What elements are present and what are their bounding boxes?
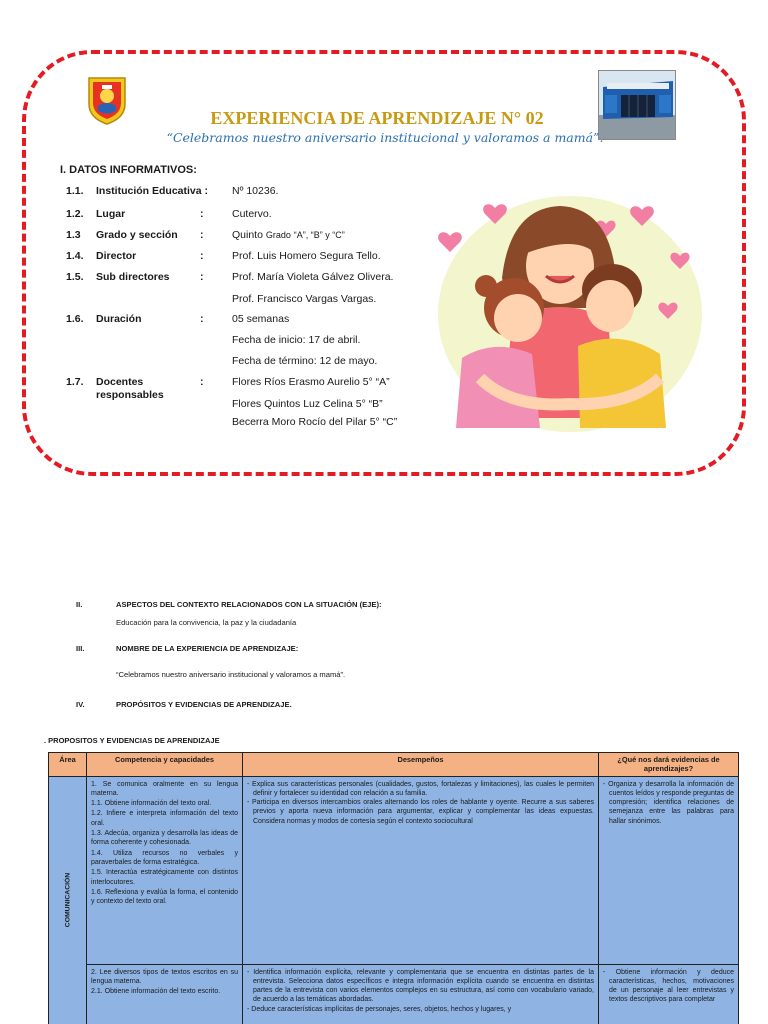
info-colon: : [200, 250, 204, 262]
info-num: 1.6. [66, 313, 84, 325]
capacidad-item: 1.3. Adecúa, organiza y desarrolla las ideas de forma coherente y cohesionada. [91, 830, 238, 847]
evidencia-item: - Obtiene información y deduce características, hechos, motivaciones de un personaje al leer entrevistas y textos descriptivos para completar [603, 968, 734, 1004]
mother-children-illustration [420, 178, 710, 440]
info-label: Lugar [96, 208, 126, 220]
section-iii-text: “Celebramos nuestro aniversario institucional y valoramos a mamá”. [116, 670, 346, 679]
desempenos-cell [243, 776, 599, 964]
table-row [49, 776, 739, 964]
header-evidencias: ¿Qué nos dará evidencias de aprendizajes? [599, 753, 739, 777]
capacidad-item: 1.5. Interactúa estratégicamente con distintos interlocutores. [91, 869, 238, 886]
capacidad-item: 1.1. Obtiene información del texto oral. [91, 800, 212, 808]
info-label: Grado y sección [96, 229, 178, 241]
info-label: Sub directores [96, 271, 170, 283]
section-iv-num: IV. [76, 700, 85, 709]
info-colon: : [200, 376, 204, 388]
header-desempenos: Desempeños [243, 753, 599, 777]
capacidad-item: 1.6. Reflexiona y evalúa la forma, el contenido y contexto del texto oral. [91, 888, 238, 906]
propositos-table [48, 752, 739, 1024]
info-value: Prof. Luis Homero Segura Tello. [232, 250, 381, 262]
desempeno-item: - Deduce características implícitas de personajes, seres, objetos, hechos y lugares, y [247, 1005, 512, 1013]
desempeno-item: - Explica sus características personales (cualidades, gustos, fortalezas y limitaciones), las cuales le permiten definir y fortalecer su identidad con relación a su familia. [247, 780, 594, 797]
capacidades-cell [87, 964, 243, 1024]
school-emblem-icon [86, 74, 128, 126]
info-value: 05 semanas [232, 313, 290, 325]
info-label: Director [96, 250, 137, 262]
info-num: 1.1. [66, 185, 84, 197]
capacidad-item: 2. Lee diversos tipos de textos escritos en su lengua materna. [91, 968, 238, 985]
grado-value: Quinto [232, 229, 263, 241]
datos-section-title: I. DATOS INFORMATIVOS: [60, 164, 197, 176]
area-label: COMUNICACIÓN [63, 872, 71, 928]
desempeno-item: - Participa en diversos intercambios orales alternando los roles de hablante y oyente. Recurre a sus saberes previos y aporta nueva información para argumentar, explicar y complementar las ideas expuestas. Considera normas y modos de cortesía según el contexto sociocultural [247, 799, 594, 825]
info-value: Prof. María Violeta Gálvez Olivera. [232, 271, 394, 283]
secciones: “A”, “B” y “C” [293, 230, 345, 240]
info-value: Nº 10236. [232, 185, 279, 197]
info-colon: : [200, 313, 204, 325]
fecha-inicio: Fecha de inicio: 17 de abril. [232, 334, 361, 346]
header-area: Área [49, 753, 87, 777]
page-subtitle: “Celebramos nuestro aniversario institucional y valoramos a mamá”. [166, 130, 604, 145]
section-iii-title: NOMBRE DE LA EXPERIENCIA DE APRENDIZAJE: [116, 644, 299, 653]
evidencias-cell [599, 964, 739, 1024]
docente-a: Flores Ríos Erasmo Aurelio 5° “A” [232, 376, 390, 388]
capacidad-item: 1.4. Utiliza recursos no verbales y paraverbales de forma estratégica. [91, 849, 238, 866]
info-value: Cutervo. [232, 208, 272, 220]
section-ii-title: ASPECTOS DEL CONTEXTO RELACIONADOS CON LA SITUACIÓN (EJE): [116, 600, 382, 609]
page-title: EXPERIENCIA DE APRENDIZAJE N° 02 [210, 108, 544, 128]
fecha-termino: Fecha de término: 12 de mayo. [232, 355, 378, 367]
evidencias-cell [599, 776, 739, 964]
section-ii-num: II. [76, 600, 83, 609]
info-value [232, 229, 345, 241]
capacidad-item: 2.1. Obtiene información del texto escrito. [91, 988, 221, 996]
table-row [49, 964, 739, 1024]
docente-c: Becerra Moro Rocío del Pilar 5° “C” [232, 416, 398, 428]
desempenos-cell [243, 964, 599, 1024]
capacidades-cell [87, 776, 243, 964]
section-iii-num: III. [76, 644, 85, 653]
info-num: 1.2. [66, 208, 84, 220]
info-value-2: Prof. Francisco Vargas Vargas. [232, 293, 377, 305]
info-colon: : [200, 229, 204, 241]
info-label: Institución Educativa : [96, 185, 209, 197]
capacidad-item: 1.2. Infiere e interpreta información del texto oral. [91, 810, 238, 827]
header-competencia: Competencia y capacidades [87, 753, 243, 777]
grado-word: Grado [265, 230, 291, 240]
info-num: 1.3 [66, 229, 81, 241]
info-num: 1.4. [66, 250, 84, 262]
table-title: . PROPOSITOS Y EVIDENCIAS DE APRENDIZAJE [44, 736, 220, 745]
info-num: 1.7. [66, 376, 84, 388]
info-colon: : [200, 208, 204, 220]
info-label: Docentes responsables [96, 376, 164, 401]
section-iv-title: PROPÓSITOS Y EVIDENCIAS DE APRENDIZAJE. [116, 700, 292, 709]
capacidad-item: 1. Se comunica oralmente en su lengua materna. [91, 780, 238, 797]
info-colon: : [200, 271, 204, 283]
evidencia-item: - Organiza y desarrolla la información de cuentos leídos y responde preguntas de compresión; identifica relaciones de semejanza entre las palabras para hallar sinónimos. [603, 780, 734, 825]
info-num: 1.5. [66, 271, 84, 283]
info-label: Duración [96, 313, 142, 325]
table-header-row [49, 753, 739, 777]
area-cell [49, 776, 87, 1024]
desempeno-item: - Identifica información explícita, relevante y complementaria que se encuentra en distintas partes de la entrevista. Selecciona datos específicos e integra información explícita cuando se encuentra en distintas partes de la entrevista con varios elementos complejos en su estructura, así como con vocabulario variado, de acuerdo a las temáticas abordadas. [247, 968, 594, 1004]
docente-b: Flores Quintos Luz Celina 5° “B” [232, 398, 383, 410]
section-ii-text: Educación para la convivencia, la paz y la ciudadanía [116, 618, 297, 627]
